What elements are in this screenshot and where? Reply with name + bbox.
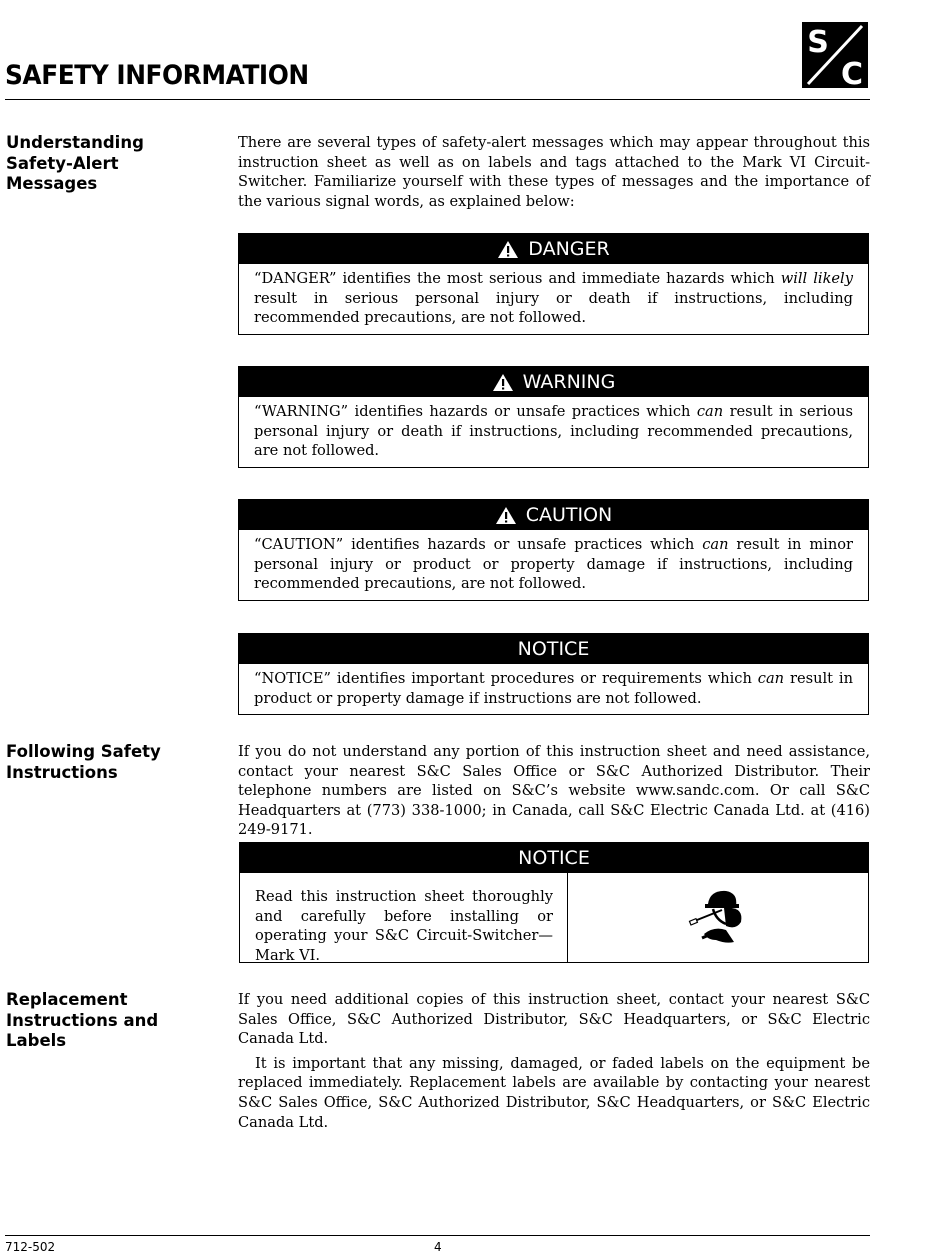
danger-label: DANGER [528,238,610,260]
section-heading-following: Following Safety Instructions [6,742,161,782]
svg-text:C: C [840,57,864,88]
notice-read-text: Read this instruction sheet thoroughly and carefully before installing or operating your S&C Circuit-Switcher—Mark VI. [240,873,568,962]
warning-label: WARNING [522,371,616,393]
warning-triangle-icon [497,240,519,259]
caution-alert-box [238,499,869,601]
notice-alert-box [238,633,869,715]
understanding-body: There are several types of safety-alert messages which may appear throughout this instruction sheet as well as on labels and tags attached to the Mark VI Circuit-Switcher. Familiarize yourself with these types of messages and the importance of the various signal words, as explained below: [238,134,870,210]
notice-text: “NOTICE” identifies important procedures or requirements which can result in product or property damage if instructions are not followed. [254,670,853,707]
replacement-body: If you need additional copies of this instruction sheet, contact your nearest S&C Sales Office, S&C Authorized Distributor, S&C Headquarters, or S&C Electric Canada Ltd. It is important that any missing, damaged, or faded labels on the equipment be replaced immediately. Replacement labels are available by contacting your nearest S&C Sales Office, S&C Authorized Distributor, S&C Headquarters, or S&C Electric Canada Ltd. [238,991,870,1131]
title-divider [5,99,870,100]
warning-text: “WARNING” identifies hazards or unsafe practices which can result in serious personal injury or death if instructions, including recommended precautions, are not followed. [254,403,853,460]
read-manual-icon [686,886,750,950]
caution-label: CAUTION [525,504,613,526]
notice-label: NOTICE [517,638,590,660]
footer-divider [5,1235,870,1236]
page-title: SAFETY INFORMATION [5,60,309,91]
danger-text: “DANGER” identifies the most serious and immediate hazards which will likely result in serious personal injury or death if instructions, including recommended precautions, are not followed. [254,270,853,327]
section-heading-understanding: Understanding Safety-Alert Messages [6,133,144,193]
notice-read-label: NOTICE [518,847,590,869]
svg-text:S: S [807,25,829,60]
page-number: 4 [434,1240,442,1254]
warning-triangle-icon [495,506,517,525]
notice-read-box [239,842,869,963]
following-body: If you do not understand any portion of this instruction sheet and need assistance, contact your nearest S&C Sales Office or S&C Authorized Distributor. Their telephone numbers are listed on S&C’s website www.sandc.com. Or call S&C Headquarters at (773) 338-1000; in Canada, call S&C Electric Canada Ltd. at (416) 249-9171. [238,743,870,839]
document-number: 712-502 [5,1240,56,1254]
section-heading-replacement: Replacement Instructions and Labels [6,990,159,1050]
danger-alert-box [238,233,869,335]
warning-triangle-icon [492,373,514,392]
caution-text: “CAUTION” identifies hazards or unsafe practices which can result in minor personal injury or product or property damage if instructions, including recommended precautions, are not followed. [254,536,853,593]
sc-logo [802,22,868,88]
warning-alert-box [238,366,869,468]
